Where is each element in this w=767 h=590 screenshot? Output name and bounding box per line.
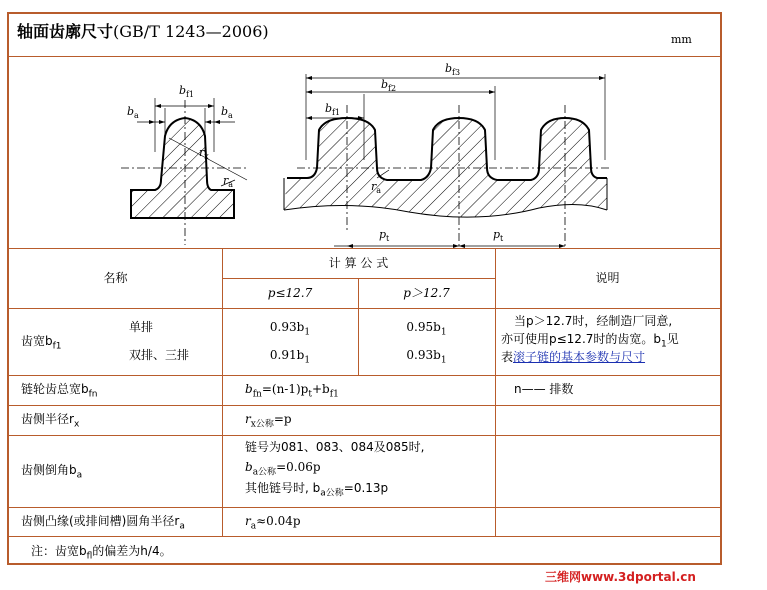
bf3-label: $b_{f3}$ (445, 62, 461, 77)
right-ba-label: $b_a$ (221, 105, 233, 120)
tooth-width-note-line3: 表滚子链的基本参数与尺寸 (501, 350, 646, 364)
tooth-width-note-line2: 亦可使用p≤12.7时的齿宽。$b_1$见 (501, 332, 679, 350)
left-tooth-diagram (121, 98, 249, 245)
single-row-label: 单排 (129, 320, 154, 334)
left-ba-label: $b_a$ (127, 105, 139, 120)
chamfer-line1: 链号为081、083、084及085时, (245, 440, 425, 454)
title-text: 轴面齿廓尺寸 (17, 22, 114, 41)
tooth-width-note-line1: 当p＞12.7时，经制造厂同意, (514, 314, 673, 328)
row-side-radius-name: 齿侧半径$r_x$ (21, 412, 80, 430)
standard-number: (GB/T 1243—2006) (113, 22, 269, 41)
left-bf1-label: $b_{f1}$ (179, 84, 195, 99)
col-name-header: 名称 (103, 271, 128, 285)
basic-params-link[interactable]: 滚子链的基本参数与尺寸 (513, 350, 646, 364)
total-width-note: n—— 排数 (514, 382, 574, 396)
side-radius-formula: $r_{x公称}=p$ (245, 412, 292, 430)
chamfer-line2: $b_{a公称}=0.06p$ (245, 460, 321, 478)
single-gt-value: $0.95b_1$ (406, 320, 447, 338)
watermark: 三维网www.3dportal.cn (545, 570, 696, 584)
page-title (17, 24, 269, 39)
pt2-label: $p_t$ (493, 228, 504, 243)
footnote: 注：齿宽$b_{fl}$的偏差为h/4。 (31, 544, 172, 562)
table-frame (7, 12, 722, 565)
unit-label: mm (671, 33, 692, 46)
left-ra-label: $r_a$ (223, 174, 234, 189)
row-tooth-width-name: 齿宽$b_{f1}$ (21, 334, 62, 352)
right-ra-label: $r_a$ (371, 180, 382, 195)
col-p-le-header: p≤12.7 (267, 286, 313, 300)
col-formula-header: 计 算 公 式 (328, 256, 389, 270)
rx-label: $r_x$ (199, 146, 209, 161)
double-row-label: 双排、三排 (129, 348, 190, 362)
chamfer-line3: 其他链号时, $b_{a公称}=0.13p$ (245, 481, 389, 499)
col-p-gt-header: p＞12.7 (403, 286, 450, 300)
pt1-label: $p_t$ (379, 228, 390, 243)
total-width-formula: $b_{fn}=(n-1)p_t+b_{f1}$ (245, 382, 339, 400)
row-chamfer-name: 齿侧倒角$b_a$ (21, 463, 83, 481)
fillet-formula: $r_a\approx 0.04p$ (245, 514, 301, 532)
double-gt-value: $0.93b_1$ (406, 348, 447, 366)
col-note-header: 说明 (595, 271, 620, 285)
right-bf1-label: $b_{f1}$ (325, 102, 341, 117)
single-le-value: $0.93b_1$ (269, 320, 311, 338)
row-fillet-name: 齿侧凸缘(或排间槽)圆角半径$r_a$ (21, 514, 185, 532)
bf2-label: $b_{f2}$ (381, 78, 397, 93)
right-triple-diagram (284, 74, 609, 248)
row-total-width-name: 链轮齿总宽$b_{fn}$ (21, 382, 98, 400)
double-le-value: $0.91b_1$ (269, 348, 311, 366)
tooth-profile-figure (9, 60, 720, 248)
